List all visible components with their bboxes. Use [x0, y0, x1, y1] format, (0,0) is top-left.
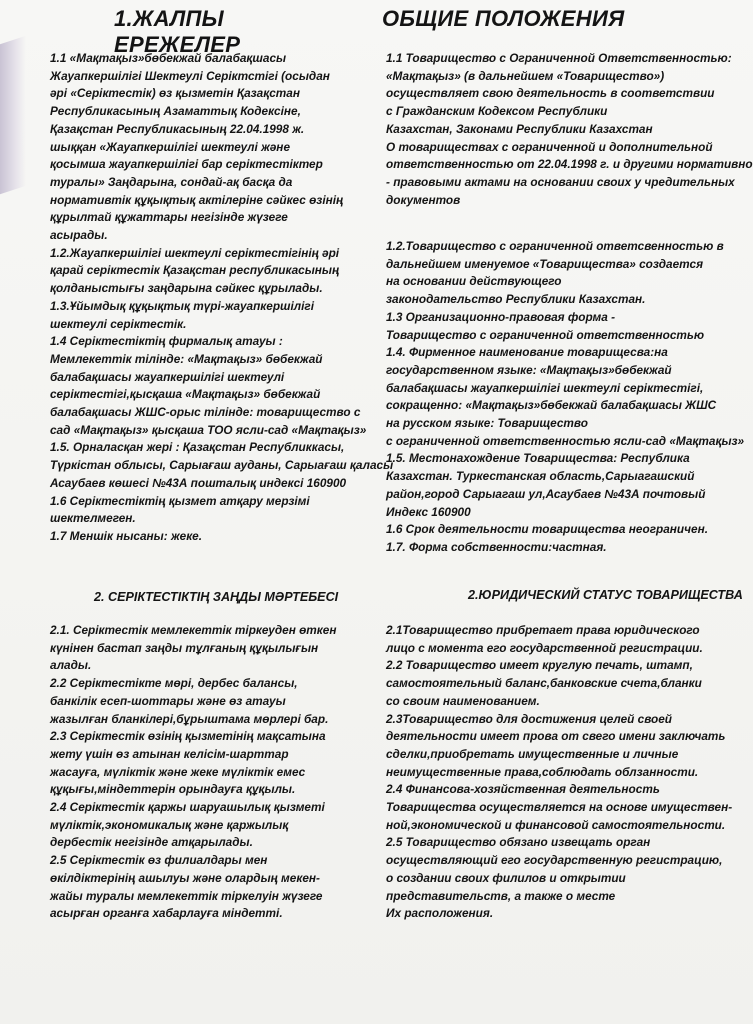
text-line: 1.7 Меншік нысаны: жеке. [50, 528, 203, 543]
text-line: 1.2.Жауапкершілігі шектеулі серіктестігінің әрі [50, 245, 340, 260]
text-line: Түркістан облысы, Сарыағаш ауданы, Сарыағаш қаласы [50, 458, 394, 473]
text-line: 1.2.Товарищество с ограниченной ответсвенностью в [386, 239, 724, 253]
text-line: балабақшасы жауапкершілігі шектеулі серіктестігі, [386, 380, 704, 395]
text-line: балабақшасы жауапкершілігі шектеулі [50, 369, 285, 384]
text-line: нормативтік құқықтық актілеріне сәйкес өзінің [50, 192, 344, 207]
russian-column [382, 0, 753, 921]
russian-section-1-part-a [386, 50, 753, 209]
text-line: жасауға, мүліктік және жеке мүліктік емес [50, 764, 306, 779]
text-line: құрылтай құжаттары негізінде жүзеге [50, 210, 288, 225]
text-line: дербестік негізінде атқарылады. [50, 835, 253, 850]
text-line: с Гражданским Кодексом Республики [386, 104, 608, 119]
text-line: Асаубаев көшесі №43А пошталық индексі 160900 [50, 475, 347, 490]
text-line: район,город Сарыагаш ул,Асаубаев №43А почтовый [386, 486, 706, 501]
text-line: шыққан «Жауапкершілігі шектеулі және [50, 139, 290, 154]
text-line: туралы» Заңдарына, сондай-ақ басқа да [50, 174, 293, 189]
text-line: самостоятельный баланс,банковские счета,бланки [386, 676, 702, 691]
text-line: сокращенно: «Мақтақыз»бөбекжай балабақшасы ЖШС [386, 398, 717, 413]
text-line: 2.3Товарищество для достижения целей своей [386, 711, 672, 726]
text-line: Товарищество с ограниченной ответственностью [386, 327, 705, 342]
text-line: неимущественные права,соблюдать облзанности. [386, 764, 699, 779]
text-line: күнінен бастап заңды тұлғаның құқылығын [50, 640, 319, 655]
text-line: өкілдіктерінің ашылуы және олардың мекен- [50, 870, 320, 885]
text-line: жайы туралы мемлекеттік тіркелуін жүзеге [50, 888, 323, 903]
text-line: жазылған бланкілері,бұрыштама мөрлері бар. [50, 711, 329, 726]
text-line: шектеулі серіктестік. [50, 316, 187, 331]
text-line: дальнейшем именуемое «Товарищества» создается [386, 256, 704, 271]
text-line: лицо с момента его государственной регистрации. [386, 640, 703, 655]
text-line: 1.1 Товарищество с Ограниченной Ответственностью: [386, 51, 732, 65]
text-line: 2.2 Товарищество имеет круглую печать, штамп, [386, 658, 693, 673]
text-line: документов [386, 192, 461, 207]
text-line: асырады. [50, 228, 108, 243]
text-line: 1.4 Серіктестіктің фирмалық атауы : [50, 334, 283, 349]
text-line: О товариществах с ограниченной и дополнительной [386, 139, 713, 154]
text-line: 1.3.Ұйымдық құқықтық түрі-жауапкершілігі [50, 298, 314, 313]
text-line: банкілік есеп-шоттары және өз атауы [50, 693, 286, 708]
text-line: 1.4. Фирменное наименование товарищесва:на [386, 345, 668, 360]
text-line: государственном языке: «Мақтақыз»бөбекжай [386, 362, 672, 377]
text-line: ной,экономической и финансовой самостоятельности. [386, 817, 726, 832]
text-line: 1.3 Организационно-правовая форма - [386, 309, 616, 324]
text-line: 1.1 «Мақтақыз»бөбекжай балабақшасы [50, 51, 287, 65]
russian-section-2 [386, 622, 736, 923]
text-line: Республикасының Азаматтық Кодексіне, [50, 104, 301, 119]
kazakh-section-1 [50, 50, 394, 546]
text-line: 2.5 Товарищество обязано извещать орган [386, 835, 651, 850]
text-line: Казахстан, Законами Республики Казахстан [386, 121, 653, 136]
text-line: с ограниченной ответственностью ясли-сад «Мақтақыз» [386, 433, 745, 448]
text-line: 2.3 Серіктестік өзінің қызметінің мақсатына [50, 729, 326, 744]
text-line: шектелмеген. [50, 511, 136, 526]
text-line: 2.1. Серіктестік мемлекеттік тіркеуден өткен [50, 623, 337, 637]
text-line: осуществляющий его государственную регистрацию, [386, 853, 723, 868]
text-line: - правовыми актами на основании своих у чредительных [386, 174, 735, 189]
text-line: Қазақстан Республикасының 22.04.1998 ж. [50, 121, 305, 136]
text-line: әрі «Серіктестік) өз қызметін Қазақстан [50, 86, 300, 101]
text-line: представительств, а также о месте [386, 888, 616, 903]
text-line: балабақшасы ЖШС-орыс тілінде: товарищество с [50, 405, 361, 420]
text-line: Товарищества осуществляется на основе имуществен- [386, 800, 733, 815]
text-line: қолданыстығы заңдарына сәйкес құрылады. [50, 281, 323, 296]
russian-section-2-title: 2.ЮРИДИЧЕСКИЙ СТАТУС ТОВАРИЩЕСТВА [468, 588, 743, 602]
text-line: 2.5 Серіктестік өз филиалдары мен [50, 853, 268, 868]
text-line: 1.6 Срок деятельности товарищества неограничен. [386, 522, 708, 537]
text-line: сделки,приобретать имущественные и личные [386, 746, 679, 761]
text-line: 1.7. Форма собственности:частная. [386, 539, 607, 554]
text-line: осуществляет свою деятельность в соответствии [386, 86, 715, 101]
text-line: қосымша жауапкершілігі бар серіктестіктер [50, 157, 323, 172]
text-line: на русском языке: Товарищество [386, 416, 588, 431]
text-line: 2.2 Серіктестікте мөрі, дербес балансы, [50, 676, 298, 691]
text-line: Их расположения. [386, 906, 494, 921]
text-line: Индекс 160900 [386, 504, 471, 519]
text-line: законодательство Республики Казахстан. [386, 292, 646, 307]
text-line: 2.1Товарищество прибретает права юридического [386, 623, 700, 637]
text-line: сад «Мақтақыз» қысқаша ТОО ясли-сад «Мақтақыз» [50, 422, 367, 437]
kazakh-section-2-title: 2. СЕРІКТЕСТІКТІҢ ЗАҢДЫ МӘРТЕБЕСІ [94, 590, 339, 604]
text-line: мүліктік,экономикалық және қаржылық [50, 817, 289, 832]
russian-section-1-part-b [386, 238, 745, 557]
text-line: деятельности имеет прова от свего имени заключать [386, 729, 726, 744]
text-line: Мемлекеттік тілінде: «Мақтақыз» бөбекжай [50, 351, 323, 366]
text-line: серіктестігі,қысқаша «Мақтақыз» бөбекжай [50, 387, 321, 402]
text-line: о создании своих филилов и открытии [386, 870, 626, 885]
text-line: алады. [50, 658, 92, 673]
text-line: 2.4 Серіктестік қаржы шаруашылық қызметі [50, 800, 325, 815]
text-line: 2.4 Финансова-хозяйственная деятельность [386, 782, 660, 797]
kazakh-title: 1.ЖАЛПЫ ЕРЕЖЕЛЕР [114, 6, 241, 57]
page-curl-shadow [0, 36, 26, 194]
text-line: со своим наименованием. [386, 693, 540, 708]
russian-title: ОБЩИЕ ПОЛОЖЕНИЯ [382, 6, 625, 31]
text-line: құқығы,міндеттерін орындауға құқылы. [50, 782, 296, 797]
kazakh-column [38, 0, 394, 921]
text-line: ответственностью от 22.04.1998 г. и другими нормативно [386, 157, 753, 172]
text-line: қарай серіктестік Қазақстан республикасының [50, 263, 340, 278]
text-line: Жауапкершілігі Шектеулі Серіктстігі (осыдан [50, 68, 330, 83]
text-line: жету үшін өз атынан келісім-шарттар [50, 746, 289, 761]
text-line: «Мақтақыз» (в дальнейшем «Товарищество») [386, 68, 665, 83]
text-line: 1.5. Орналасқан жері : Қазақстан Республиккасы, [50, 440, 345, 455]
text-line: Казахстан. Туркестанская область,Сарыагашский [386, 469, 695, 484]
text-line: асырған органға хабарлауға міндетті. [50, 906, 283, 921]
text-line: 1.6 Серіктестіктің қызмет атқару мерзімі [50, 493, 310, 508]
text-line: на основании действующего [386, 274, 562, 289]
text-line: 1.5. Местонахождение Товарищества: Республика [386, 451, 690, 466]
kazakh-section-2 [50, 622, 350, 923]
